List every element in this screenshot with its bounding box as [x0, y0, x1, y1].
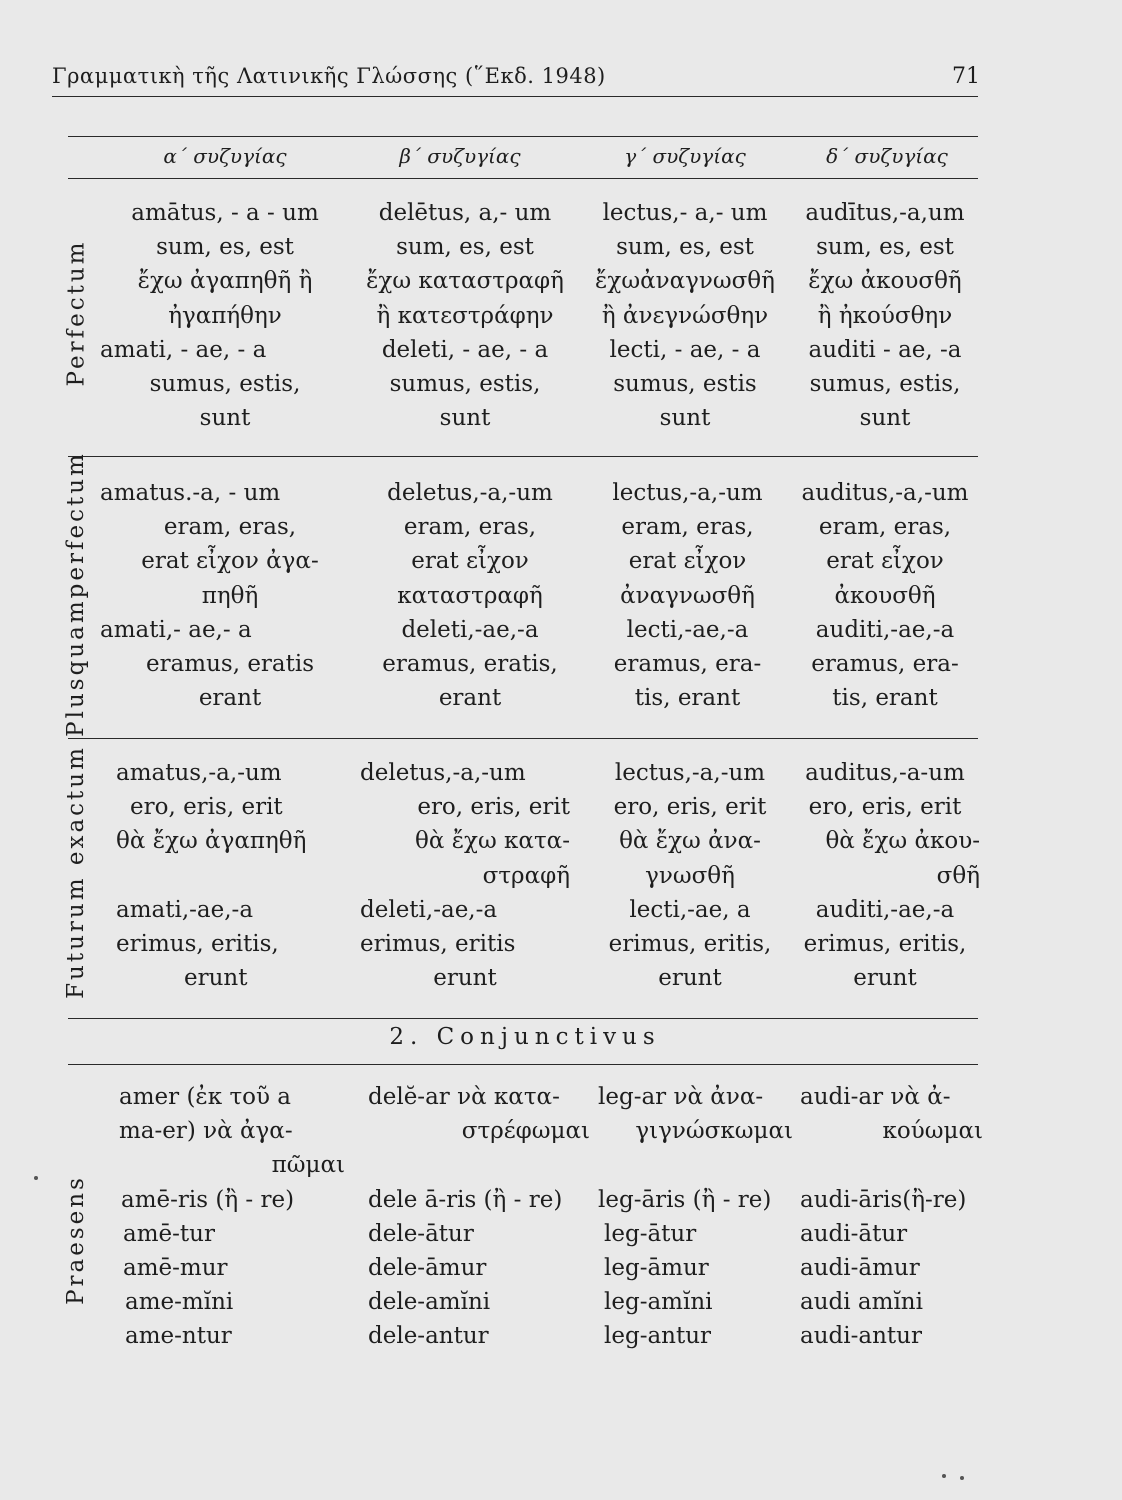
list-item: erunt [853, 965, 917, 992]
conjunctivus-heading: 2. Conjunctivus [389, 1024, 661, 1050]
list-item: ἔχωἀναγνωσθῆ [595, 268, 775, 295]
praesens-col-3 [598, 1080, 793, 1354]
list-item: delĕ-ar νὰ κατα- [368, 1084, 560, 1110]
list-item: amatus.-a, - um [100, 480, 281, 506]
list-item: eram, eras, [163, 514, 297, 541]
list-item: audi-ar νὰ ἀ- [800, 1084, 951, 1110]
list-item: dele-ātur [368, 1220, 474, 1247]
list-item: lectus,-a,-um [612, 480, 763, 506]
list-item: erat εἶχον ἀγα- [141, 548, 319, 575]
list-item: amē-mur [123, 1255, 228, 1282]
scan-speck [960, 1476, 964, 1480]
list-item: eramus, era- [613, 651, 762, 678]
list-item: lecti,-ae,-a [626, 616, 749, 643]
list-item: audi-āmur [800, 1255, 920, 1282]
praesens-col-1 [115, 1080, 355, 1354]
list-item: γνωσθῆ [645, 862, 735, 889]
list-item: amatus,-a,-um [116, 760, 282, 786]
list-item: audi amĭni [800, 1289, 923, 1316]
list-item: tis, erant [634, 685, 741, 712]
list-item: amātus, - a - um [131, 200, 319, 226]
list-item: eram, eras, [403, 514, 537, 541]
list-item: sunt [439, 405, 491, 432]
list-item: audi-antur [800, 1323, 922, 1350]
list-item: lectus,-a,-um [614, 760, 766, 786]
list-item: auditus,-a-um [805, 760, 965, 786]
list-item: πῶμαι [271, 1152, 345, 1179]
list-item: ἢ κατεστράφην [376, 302, 554, 329]
list-item: σθῆ [936, 862, 980, 889]
list-item: ma-er) νὰ ἀγα- [119, 1118, 293, 1145]
section-label-futurum-exactum: Futurum exactum [63, 745, 90, 999]
list-item: erimus, eritis, [608, 931, 772, 958]
list-item: leg-ātur [604, 1220, 697, 1247]
list-item: ἔχω ἀκουσθῆ [808, 268, 962, 295]
list-item: amati,-ae,-a [116, 896, 254, 923]
table-top-rule [68, 136, 978, 137]
list-item [368, 1148, 590, 1182]
futurum-exactum-col-2 [360, 756, 570, 995]
list-item [800, 1148, 983, 1182]
list-item: sumus, estis, [389, 371, 541, 398]
list-item: lecti,-ae, a [629, 896, 751, 923]
list-item: amē-ris (ἢ - re) [121, 1186, 295, 1213]
list-item: ἠγαπήθην [168, 302, 282, 329]
list-item: ἔχω καταστραφῆ [366, 268, 564, 295]
list-item: audi-ātur [800, 1220, 908, 1247]
plusquamperfectum-col-4 [785, 476, 985, 715]
list-item: deleti,-ae,-a [360, 896, 498, 923]
list-item: deleti, - ae, - a [381, 336, 549, 363]
scan-speck [34, 1176, 38, 1180]
list-item: ero, eris, erit [417, 794, 570, 821]
list-item: eramus, era- [811, 651, 959, 678]
list-item: ἔχω ἀγαπηθῆ ἢ [137, 268, 313, 295]
section-label-plusquamperfectum: Plusquamperfectum [63, 451, 89, 737]
list-item: ame-mĭni [125, 1289, 234, 1316]
list-item: dele ā-ris (ἢ - re) [368, 1186, 563, 1213]
list-item: eram, eras, [818, 514, 952, 541]
section-rule [68, 1018, 978, 1019]
futurum-exactum-col-3 [585, 756, 795, 995]
list-item: erimus, eritis [360, 931, 516, 958]
list-item: erimus, eritis, [116, 931, 279, 958]
list-item: θὰ ἔχω ἀκου- [825, 828, 980, 855]
praesens-col-4 [800, 1080, 983, 1354]
list-item [598, 1148, 793, 1182]
column-heading-2: β΄ συζυγίας [399, 144, 521, 168]
list-item: amē-tur [123, 1220, 215, 1247]
list-item: ero, eris, erit [130, 794, 283, 821]
list-item: leg-āmur [604, 1255, 709, 1282]
list-item: audītus,-a,um [805, 200, 965, 226]
section-rule [68, 1064, 978, 1065]
perfectum-col-3 [580, 196, 790, 435]
list-item [112, 859, 362, 893]
list-item: auditi,-ae,-a [815, 616, 955, 643]
list-item: eramus, eratis, [382, 651, 558, 678]
column-heading-rule [68, 178, 978, 179]
running-header: Γραμματικὴ τῆς Λατινικῆς Γλώσσης (῞Εκδ. 1948) [52, 64, 606, 88]
section-rule [68, 456, 978, 457]
list-item: leg-ar νὰ ἀνα- [598, 1084, 764, 1110]
list-item: ἢ ἠκούσθην [817, 302, 953, 329]
list-item: erat εἶχον [628, 548, 747, 575]
list-item: dele-āmur [368, 1255, 487, 1282]
column-heading-1: α΄ συζυγίας [163, 144, 287, 168]
list-item: θὰ ἔχω ἀνα- [619, 828, 761, 855]
list-item: erunt [184, 965, 248, 992]
list-item: sumus, estis, [149, 371, 301, 398]
list-item: sum, es, est [396, 234, 534, 261]
futurum-exactum-col-1 [112, 756, 362, 995]
page-number: 71 [952, 64, 980, 89]
list-item: lectus,- a,- um [602, 200, 768, 226]
list-item: amati,- ae,- a [100, 616, 252, 643]
list-item: sum, es, est [816, 234, 954, 261]
list-item: sum, es, est [156, 234, 294, 261]
praesens-col-2 [368, 1080, 590, 1354]
list-item: dele-amĭni [368, 1289, 491, 1316]
list-item: erat εἶχον [826, 548, 944, 575]
list-item: erant [198, 685, 262, 712]
list-item: κούωμαι [882, 1118, 983, 1145]
list-item: sumus, estis [613, 371, 757, 398]
list-item: ero, eris, erit [613, 794, 767, 821]
list-item: ἀκουσθῆ [834, 582, 936, 609]
list-item: sum, es, est [616, 234, 754, 261]
perfectum-col-2 [350, 196, 580, 435]
list-item: audi-āris(ἢ-re) [800, 1186, 967, 1213]
list-item: lecti, - ae, - a [609, 336, 761, 363]
list-item: erimus, eritis, [803, 931, 967, 958]
list-item: leg-āris (ἢ - re) [598, 1186, 772, 1213]
column-heading-4: δ΄ συζυγίας [826, 144, 948, 168]
list-item: πηθῆ [201, 582, 259, 609]
list-item: ἀναγνωσθῆ [620, 582, 755, 609]
list-item: ero, eris, erit [808, 794, 962, 821]
plusquamperfectum-col-3 [585, 476, 790, 715]
list-item: erant [438, 685, 502, 712]
list-item: sunt [859, 405, 911, 432]
list-item: στρέφωμαι [461, 1118, 590, 1145]
list-item: auditi,-ae,-a [815, 896, 955, 923]
list-item: delētus, a,- um [378, 200, 552, 226]
scan-speck [942, 1474, 946, 1478]
list-item: ἢ ἀνεγνώσθην [601, 302, 769, 329]
list-item: θὰ ἔχω κατα- [415, 828, 570, 855]
list-item: καταστραφῆ [397, 582, 543, 609]
list-item: sunt [659, 405, 711, 432]
section-rule [68, 738, 978, 739]
list-item: auditi - ae, -a [808, 336, 962, 363]
list-item: sunt [199, 405, 251, 432]
list-item: amati, - ae, - a [100, 336, 267, 363]
list-item: erat εἶχον [411, 548, 529, 575]
plusquamperfectum-col-2 [355, 476, 585, 715]
list-item: στραφῆ [482, 862, 570, 889]
column-heading-3: γ΄ συζυγίας [624, 144, 746, 168]
list-item: amer (ἐκ τοῦ a [119, 1084, 292, 1110]
header-rule [52, 96, 978, 97]
list-item: deletus,-a,-um [387, 480, 553, 506]
list-item: γιγνώσκωμαι [635, 1118, 793, 1145]
list-item: deletus,-a,-um [360, 760, 526, 786]
plusquamperfectum-col-1 [100, 476, 360, 715]
list-item: leg-antur [604, 1323, 712, 1350]
list-item: eram, eras, [621, 514, 754, 541]
list-item: tis, erant [832, 685, 938, 712]
list-item: leg-amĭni [604, 1289, 713, 1316]
list-item: eramus, eratis [145, 651, 315, 678]
section-label-perfectum: Perfectum [63, 239, 90, 387]
list-item: erunt [433, 965, 497, 992]
list-item: sumus, estis, [809, 371, 961, 398]
list-item: deleti,-ae,-a [401, 616, 539, 643]
list-item: erunt [658, 965, 722, 992]
list-item: θὰ ἔχω ἀγαπηθῆ [116, 828, 307, 855]
futurum-exactum-col-4 [790, 756, 980, 995]
perfectum-col-4 [785, 196, 985, 435]
list-item: ame-ntur [125, 1323, 232, 1350]
list-item: dele-antur [368, 1323, 489, 1350]
perfectum-col-1 [100, 196, 350, 435]
section-label-praesens: Praesens [63, 1175, 90, 1305]
list-item: auditus,-a,-um [801, 480, 969, 506]
